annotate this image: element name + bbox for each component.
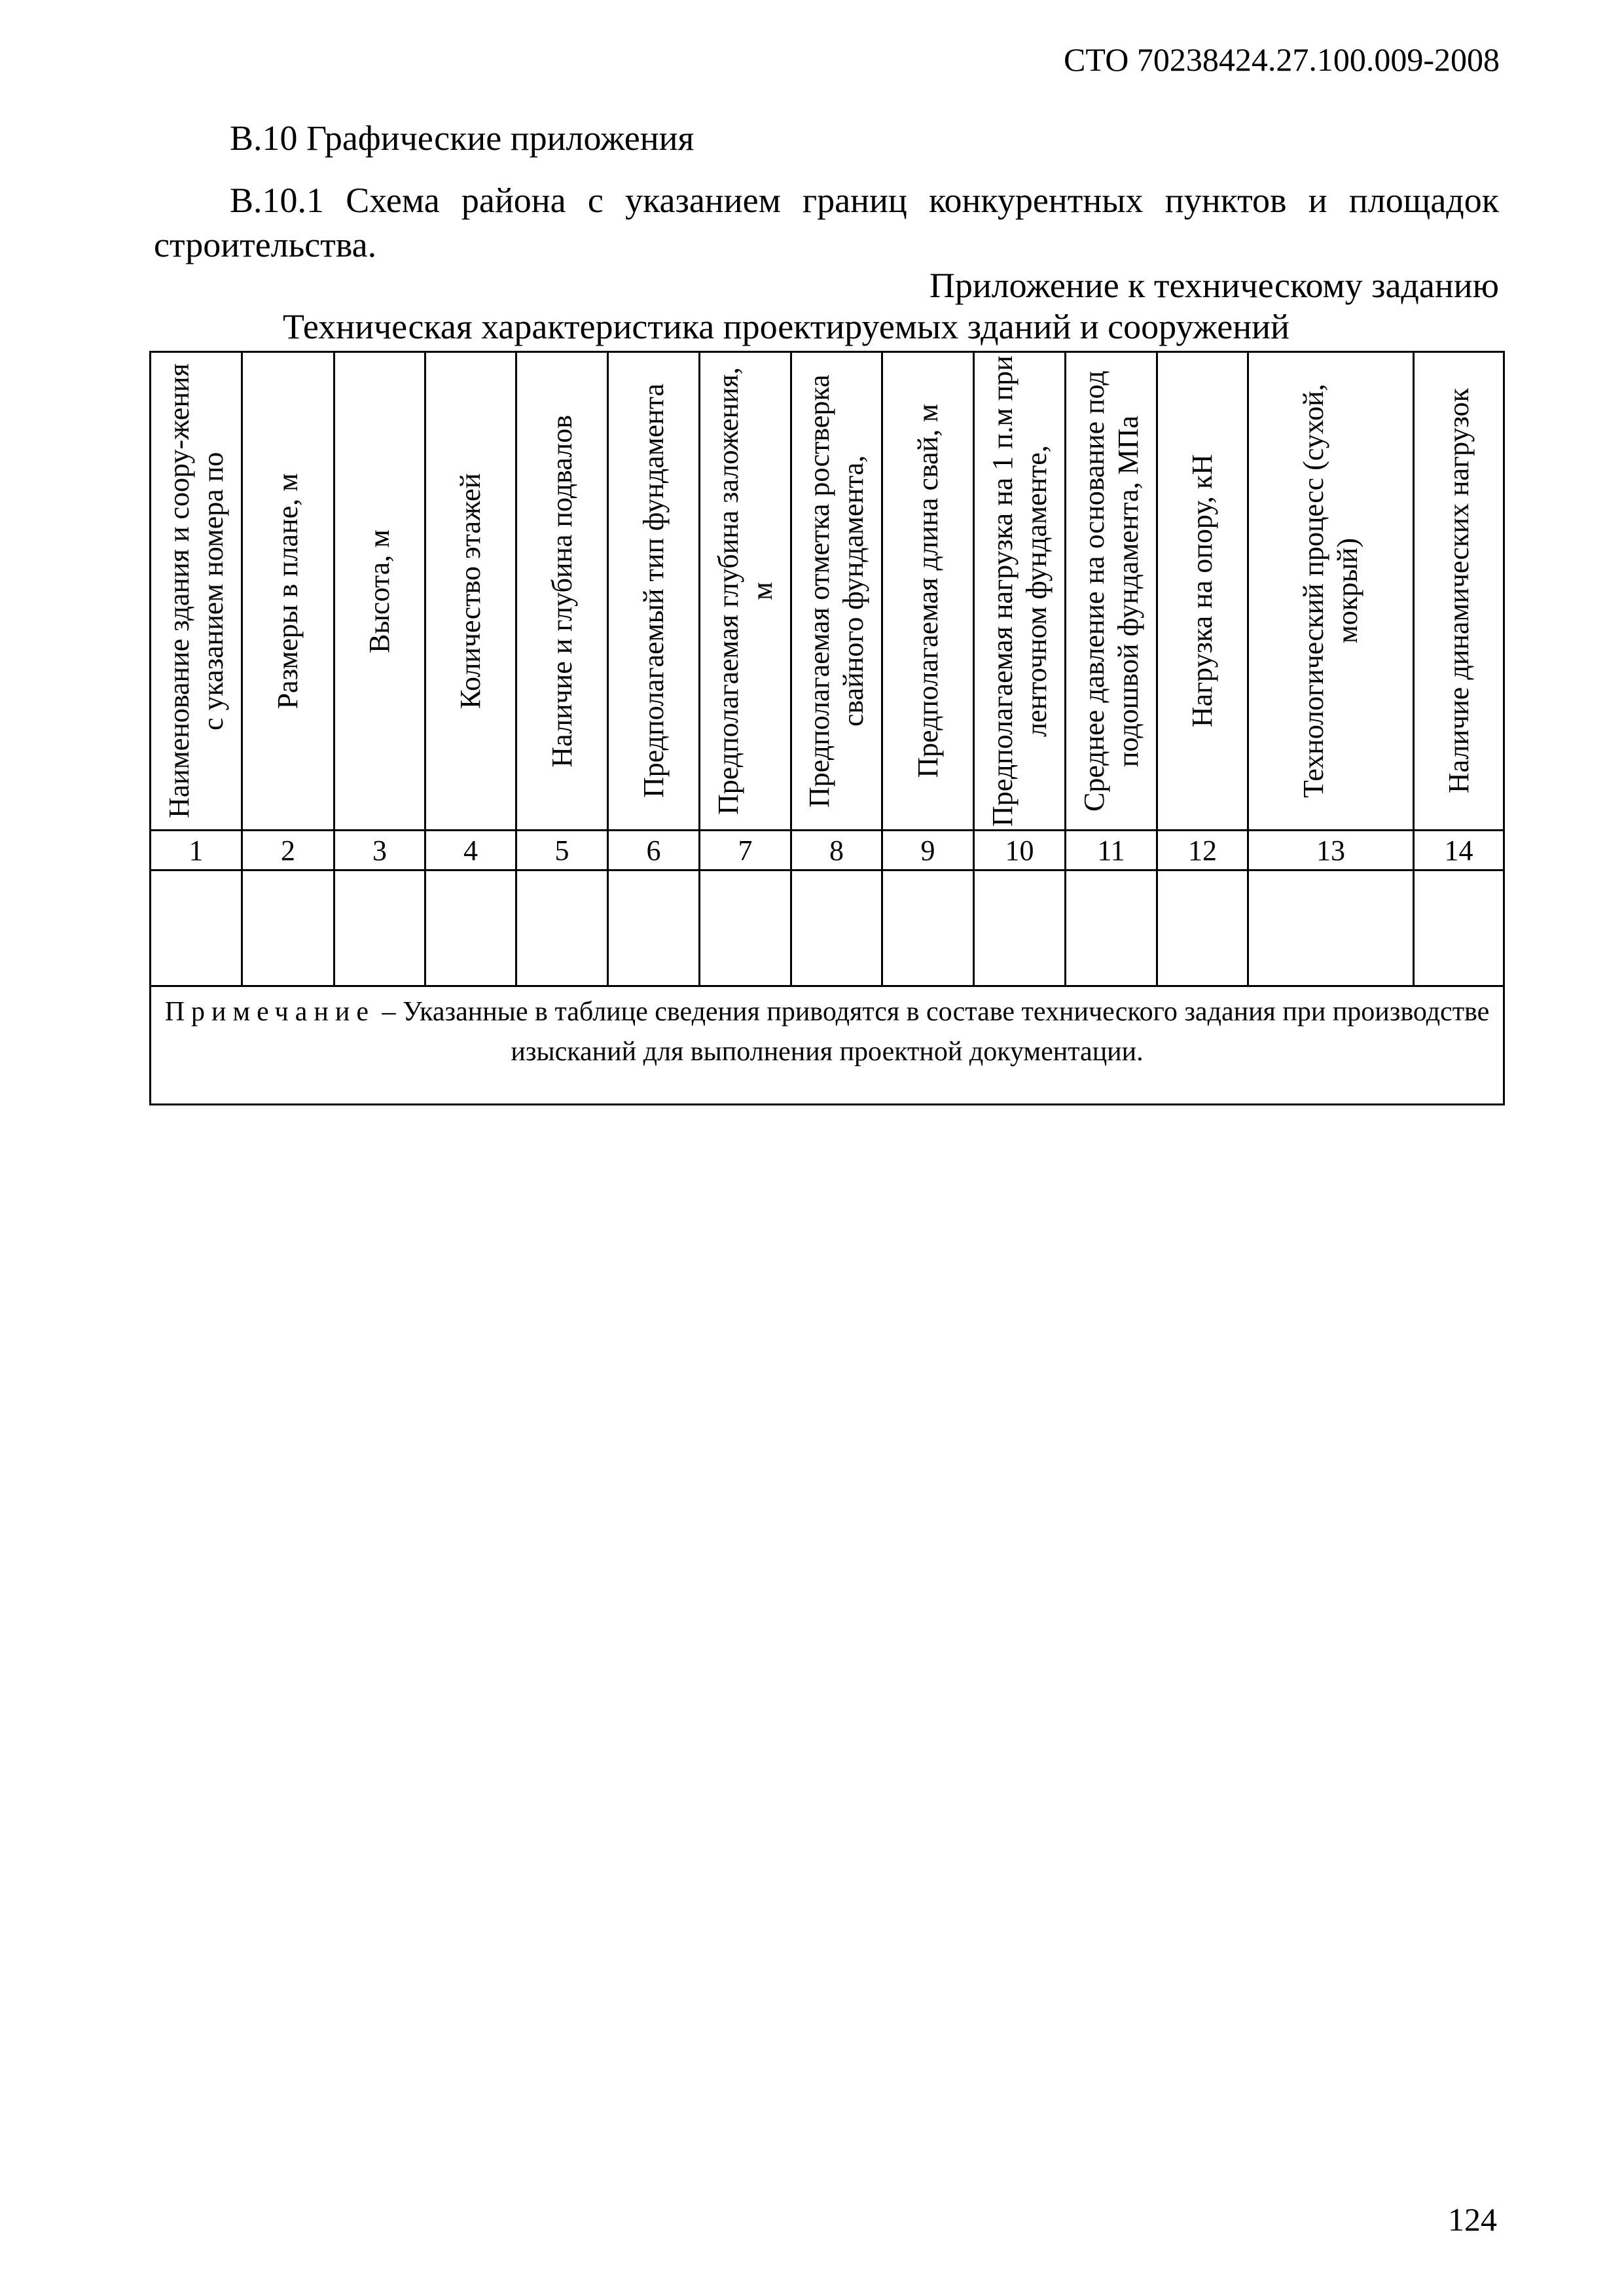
column-header [882, 352, 974, 831]
column-header-label: Предполагаемая глубина заложения, м [712, 367, 778, 816]
column-header-label: Высота, м [363, 529, 396, 653]
column-header [425, 352, 516, 831]
table-cell [242, 870, 334, 986]
column-number: 8 [791, 831, 882, 870]
table-cell [1414, 870, 1504, 986]
column-number: 14 [1414, 831, 1504, 870]
column-header [242, 352, 334, 831]
column-number: 5 [516, 831, 608, 870]
column-header-label: Технологический процесс (сухой, мокрый) [1297, 384, 1363, 798]
table-cell [516, 870, 608, 986]
column-header [791, 352, 882, 831]
table-cell [1248, 870, 1414, 986]
column-number: 10 [974, 831, 1066, 870]
column-header-label: Среднее давление на основание под подошвой фундамента, МПа [1077, 370, 1144, 812]
specification-table [149, 351, 1505, 1105]
table-cell [334, 870, 425, 986]
column-number: 11 [1066, 831, 1157, 870]
column-number: 7 [700, 831, 791, 870]
subsection-paragraph: В.10.1 Схема района с указанием границ конкурентных пунктов и площадок строительства. [154, 181, 1499, 264]
column-header [1066, 352, 1157, 831]
column-header [151, 352, 242, 831]
table-row [151, 870, 1504, 986]
table-cell [608, 870, 700, 986]
page-number: 124 [1448, 2201, 1497, 2238]
document-code: СТО 70238424.27.100.009-2008 [1064, 41, 1500, 78]
table-cell [1066, 870, 1157, 986]
column-header-label: Предполагаемый тип фундамента [637, 384, 670, 798]
column-header [974, 352, 1066, 831]
appendix-label: Приложение к техническому заданию [929, 266, 1499, 305]
table-cell [151, 870, 242, 986]
column-header [1157, 352, 1248, 831]
column-header-label: Предполагаемая нагрузка на 1 п.м при ленточном фундаменте, [986, 355, 1053, 827]
column-header-label: Предполагаемая отметка ростверка свайного фундамента, [803, 374, 869, 808]
column-header-label: Предполагаемая длина свай, м [911, 404, 944, 778]
section-heading: В.10 Графические приложения [230, 118, 695, 158]
table-cell [974, 870, 1066, 986]
column-number: 6 [608, 831, 700, 870]
column-header [516, 352, 608, 831]
column-number-row [151, 831, 1504, 870]
table-cell [882, 870, 974, 986]
table-cell [1157, 870, 1248, 986]
table-title: Техническая характеристика проектируемых зданий и сооружений [283, 307, 1290, 346]
column-header [1414, 352, 1504, 831]
table-cell [791, 870, 882, 986]
column-header-label: Нагрузка на опору, кН [1186, 454, 1219, 728]
column-number: 1 [151, 831, 242, 870]
column-header [700, 352, 791, 831]
column-header-label: Размеры в плане, м [272, 473, 304, 709]
column-header [608, 352, 700, 831]
table-note [151, 986, 1504, 1105]
table-note-row [151, 986, 1504, 1105]
table-cell [425, 870, 516, 986]
column-number: 12 [1157, 831, 1248, 870]
column-header [1248, 352, 1414, 831]
column-header [334, 352, 425, 831]
column-header-label: Наличие и глубина подвалов [545, 414, 578, 768]
column-number: 3 [334, 831, 425, 870]
note-label: Примечание [164, 997, 376, 1027]
column-header-label: Наименование здания и соору-жения с указанием номера по [162, 363, 229, 819]
note-text: – Указанные в таблице сведения приводятся в составе технического задания при производстве изысканий для выполнения проектной документации. [382, 997, 1490, 1067]
column-header-label: Количество этажей [454, 473, 487, 709]
column-number: 9 [882, 831, 974, 870]
column-number: 13 [1248, 831, 1414, 870]
column-number: 4 [425, 831, 516, 870]
table-header-row [151, 352, 1504, 831]
column-header-label: Наличие динамических нагрузок [1442, 388, 1475, 794]
column-number: 2 [242, 831, 334, 870]
table-cell [700, 870, 791, 986]
